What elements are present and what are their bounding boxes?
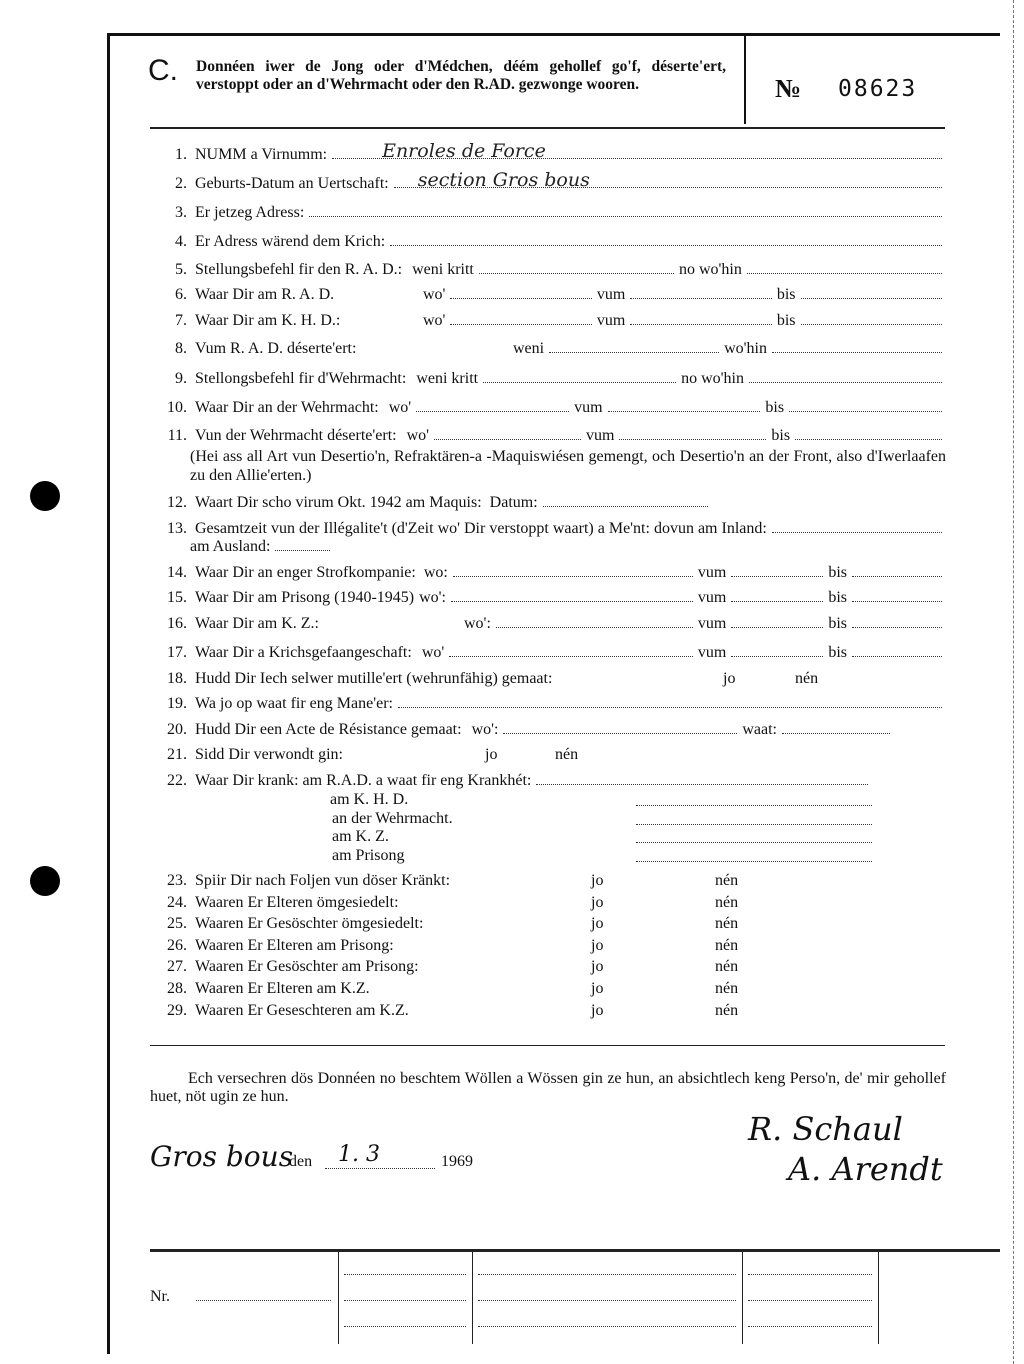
row-number: 3.: [175, 204, 187, 221]
option-nen[interactable]: nén: [715, 872, 739, 889]
option-nen[interactable]: nén: [715, 937, 739, 954]
signature-2: A. Arendt: [788, 1150, 943, 1188]
field-label: no wo'hin: [681, 370, 744, 387]
row-15: [155, 589, 947, 609]
option-nen[interactable]: nén: [795, 670, 819, 687]
row-label: Wa jo op waat fir eng Mane'er:: [195, 695, 393, 712]
row-10: [155, 399, 947, 419]
row-label: Er jetzeg Adress:: [195, 204, 305, 221]
option-jo[interactable]: jo: [591, 872, 604, 889]
field[interactable]: [731, 615, 823, 628]
date-field[interactable]: [543, 494, 708, 507]
field-label: wo': [423, 286, 446, 303]
row-13: [155, 520, 947, 540]
frame-top-border: [107, 33, 1000, 36]
field[interactable]: [608, 399, 761, 412]
field-label: vum: [596, 312, 626, 329]
row-number: 15.: [167, 589, 187, 606]
option-jo[interactable]: jo: [723, 670, 736, 687]
row-number: 6.: [175, 286, 187, 303]
field[interactable]: [795, 427, 942, 440]
table-cell-field[interactable]: [478, 1300, 736, 1301]
field-label: wo':: [464, 615, 491, 632]
row-number: 9.: [175, 370, 187, 387]
number-sign: №: [775, 74, 802, 103]
row-number: 21.: [167, 746, 187, 763]
row-number: 18.: [167, 670, 187, 687]
field[interactable]: [549, 340, 719, 353]
row-11: [155, 427, 947, 447]
place-handwritten: Gros bous: [150, 1140, 294, 1173]
sub-label: am K. Z.: [332, 828, 389, 845]
option-jo[interactable]: jo: [591, 1002, 604, 1019]
table-cell-field[interactable]: [344, 1274, 466, 1275]
row-number: 4.: [175, 233, 187, 250]
row-12: [155, 494, 947, 514]
row-24: [155, 894, 947, 914]
row-label: Waaren Er Elteren ömgesiedelt:: [195, 894, 399, 911]
field[interactable]: [731, 564, 823, 577]
table-divider: [878, 1252, 879, 1344]
abroad-field[interactable]: [275, 538, 330, 551]
birth-field[interactable]: [394, 169, 942, 191]
sub-label: am K. H. D.: [330, 791, 409, 808]
field[interactable]: [619, 427, 766, 440]
row-label: Waaren Er Geseschteren am K.Z.: [195, 1002, 409, 1019]
table-divider: [742, 1252, 743, 1344]
field-label: bis: [828, 589, 847, 606]
option-jo[interactable]: jo: [591, 894, 604, 911]
row-14: [155, 564, 947, 584]
field-label: bis: [776, 312, 796, 329]
row-11-note: (Hei ass all Art vun Desertio'n, Refraktären-a -Maquiswiésen gemengt, och Desertio'n an der Front, also d'Iwerlaafen zu den Allie'erten.): [190, 448, 946, 484]
row-label: Waaren Er Gesöschter ömgesiedelt:: [195, 915, 424, 932]
row-label: Waar Dir am K. Z.:: [195, 615, 319, 632]
option-jo[interactable]: jo: [591, 980, 604, 997]
field-label: bis: [828, 564, 847, 581]
row-label: Waar Dir am K. H. D.:: [195, 312, 341, 329]
row-4: [155, 233, 947, 253]
field-label: weni kritt: [412, 261, 474, 278]
option-nen[interactable]: nén: [715, 915, 739, 932]
table-top-rule: [150, 1249, 1000, 1252]
row-22: [155, 772, 873, 792]
nr-field[interactable]: [196, 1300, 331, 1301]
address-field[interactable]: [309, 204, 942, 217]
table-cell-field[interactable]: [748, 1300, 872, 1301]
row-27: [155, 958, 947, 978]
row-number: 16.: [167, 615, 187, 632]
frame-left-border: [107, 34, 110, 1354]
nr-label: Nr.: [150, 1288, 170, 1305]
field[interactable]: [789, 399, 942, 412]
field-label: am Ausland:: [190, 538, 271, 555]
field[interactable]: [496, 615, 693, 628]
form-title: Donnéen iwer de Jong oder d'Médchen, déém gehollef go'f, déserte'ert, verstoppt oder an d'Wehrmacht oder den R.AD. gezwonge wooren.: [196, 58, 726, 93]
field[interactable]: [852, 589, 942, 602]
field-label: wo':: [471, 721, 499, 738]
row-number: 10.: [167, 399, 187, 416]
row-26: [155, 937, 947, 957]
row-number: 2.: [175, 175, 187, 192]
row-number: 23.: [167, 872, 187, 889]
row-label: Stellongsbefehl fir d'Wehrmacht:: [195, 370, 407, 387]
row-label: Vum R. A. D. déserte'ert:: [195, 340, 357, 357]
row-label: Er Adress wärend dem Krich:: [195, 233, 386, 250]
row-17: [155, 644, 947, 664]
field[interactable]: [450, 286, 591, 299]
field[interactable]: [503, 721, 737, 734]
row-number: 29.: [167, 1002, 187, 1019]
row-28: [155, 980, 947, 1000]
table-divider: [472, 1252, 473, 1344]
table-cell-field[interactable]: [344, 1326, 466, 1327]
row-21: [155, 746, 947, 766]
den-label: den: [289, 1153, 313, 1170]
field[interactable]: [772, 340, 942, 353]
row-1: [155, 140, 947, 166]
row-18: [155, 670, 947, 690]
header-divider: [744, 36, 746, 124]
row-label: Waar Dir krank: am R.A.D. a waat fir eng Krankhét:: [195, 772, 532, 789]
row-29: [155, 1002, 947, 1022]
row-label: Waar Dir an der Wehrmacht:: [195, 399, 379, 416]
row-label: Waaren Er Gesöschter am Prisong:: [195, 958, 419, 975]
row-23: [155, 872, 947, 892]
row-number: 12.: [167, 494, 187, 511]
row-number: 25.: [167, 915, 187, 932]
field-label: wo': [423, 312, 446, 329]
row-label: Waar Dir am R. A. D.: [195, 286, 335, 303]
field[interactable]: [801, 286, 942, 299]
field[interactable]: [852, 564, 942, 577]
row-number: 11.: [167, 427, 187, 444]
field[interactable]: [416, 399, 569, 412]
form-number: 08623: [838, 76, 918, 102]
table-cell-field[interactable]: [478, 1274, 736, 1275]
row-number: 14.: [167, 564, 187, 581]
option-jo[interactable]: jo: [591, 937, 604, 954]
option-nen[interactable]: nén: [555, 746, 579, 763]
name-value: Enroles de Force: [382, 140, 546, 162]
row-number: 19.: [167, 695, 187, 712]
field[interactable]: [450, 312, 591, 325]
field[interactable]: [398, 695, 942, 708]
date-handwritten: 1. 3: [338, 1142, 380, 1167]
option-nen[interactable]: nén: [715, 958, 739, 975]
field[interactable]: [636, 805, 872, 806]
field[interactable]: [636, 824, 872, 825]
field[interactable]: [782, 721, 890, 734]
row-number: 27.: [167, 958, 187, 975]
field-label: vum: [697, 589, 727, 606]
field-label: vum: [697, 644, 727, 661]
row-label: Waar Dir am Prisong (1940-1945): [195, 589, 415, 606]
field-label: vum: [585, 427, 615, 444]
field-label: vum: [697, 564, 727, 581]
row-20: [155, 721, 895, 741]
row-2: [155, 169, 947, 195]
row-label: Waar Dir an enger Strofkompanie:: [195, 564, 416, 581]
date-field[interactable]: [325, 1168, 435, 1169]
field[interactable]: [731, 644, 823, 657]
section-letter: C.: [148, 54, 178, 87]
row-6: [155, 286, 947, 306]
field-label: no wo'hin: [678, 261, 742, 278]
row-label: Hudd Dir Iech selwer mutille'ert (wehrunfähig) gemaat:: [195, 670, 553, 687]
field-label: weni kritt: [416, 370, 479, 387]
field-label: wo':: [419, 589, 446, 606]
field[interactable]: [449, 644, 693, 657]
row-label: Sidd Dir verwondt gin:: [195, 746, 343, 763]
row-label: Stellungsbefehl fir den R. A. D.:: [195, 261, 403, 278]
row-number: 28.: [167, 980, 187, 997]
table-cell-field[interactable]: [478, 1326, 736, 1327]
page-edge: [1013, 0, 1015, 1364]
punch-hole: [30, 481, 60, 511]
declaration-text: Ech versechren dös Donnéen no beschtem Wöllen a Wössen gin ze hun, an absichtlech keng Perso'n, de' mir gehollef huet, nöt ugin ze hun.: [150, 1070, 946, 1105]
field-label: bis: [776, 286, 796, 303]
sub-label: am Prisong: [332, 847, 405, 864]
row-label: Waaren Er Elteren am Prisong:: [195, 937, 394, 954]
inland-field[interactable]: [772, 520, 942, 533]
row-number: 13.: [167, 520, 187, 537]
table-cell-field[interactable]: [344, 1300, 466, 1301]
row-label: Spiir Dir nach Foljen vun döser Kränkt:: [195, 872, 451, 889]
war-address-field[interactable]: [390, 233, 942, 246]
field[interactable]: [479, 261, 674, 274]
row-number: 26.: [167, 937, 187, 954]
field[interactable]: [852, 615, 942, 628]
row-13-cont: [190, 538, 335, 558]
field-label: waat:: [742, 721, 777, 738]
row-label: NUMM a Virnumm:: [195, 146, 328, 163]
option-jo[interactable]: jo: [485, 746, 498, 763]
row-label: Hudd Dir een Acte de Résistance gemaat:: [195, 721, 462, 738]
field-label: wo': [388, 399, 412, 416]
field-label: bis: [771, 427, 791, 444]
sub-label: an der Wehrmacht.: [332, 810, 453, 827]
row-number: 24.: [167, 894, 187, 911]
punch-hole: [30, 866, 60, 896]
option-nen[interactable]: nén: [715, 894, 739, 911]
row-3: [155, 204, 947, 224]
row-number: 7.: [175, 312, 187, 329]
field-label: vum: [596, 286, 626, 303]
field-label: bis: [828, 615, 847, 632]
option-nen[interactable]: nén: [715, 1002, 739, 1019]
row-19: [155, 695, 947, 715]
field-label: Datum:: [489, 494, 538, 511]
row-number: 22.: [167, 772, 187, 789]
row-7: [155, 312, 947, 332]
row-8: [155, 340, 947, 360]
birth-value: section Gros bous: [417, 169, 590, 191]
field[interactable]: [483, 370, 676, 383]
table-divider: [338, 1252, 339, 1344]
row-5: [155, 261, 947, 281]
field[interactable]: [536, 772, 868, 785]
section-rule: [150, 1045, 945, 1046]
field[interactable]: [801, 312, 942, 325]
field-label: wo'hin: [724, 340, 767, 357]
field[interactable]: [434, 427, 581, 440]
field[interactable]: [749, 370, 942, 383]
row-label: Waar Dir a Krichsgefaangeschaft:: [195, 644, 412, 661]
field[interactable]: [852, 644, 942, 657]
field-label: vum: [697, 615, 727, 632]
field-label: vum: [574, 399, 603, 416]
row-label: Waaren Er Elteren am K.Z.: [195, 980, 370, 997]
row-number: 17.: [167, 644, 187, 661]
option-nen[interactable]: nén: [715, 980, 739, 997]
table-cell-field[interactable]: [748, 1326, 872, 1327]
field[interactable]: [747, 261, 942, 274]
row-label: Waart Dir scho virum Okt. 1942 am Maquis:: [195, 494, 482, 511]
field[interactable]: [636, 861, 872, 862]
field[interactable]: [636, 842, 872, 843]
row-number: 8.: [175, 340, 187, 357]
field-label: bis: [765, 399, 785, 416]
row-label: Geburts-Datum an Uertschaft:: [195, 175, 389, 192]
name-field[interactable]: [332, 140, 942, 162]
signature-1: R. Schaul: [748, 1110, 903, 1148]
option-jo[interactable]: jo: [591, 958, 604, 975]
field-label: bis: [828, 644, 847, 661]
row-label: Vun der Wehrmacht déserte'ert:: [195, 427, 397, 444]
option-jo[interactable]: jo: [591, 915, 604, 932]
row-number: 20.: [167, 721, 187, 738]
field-label: wo:: [423, 564, 448, 581]
year: 1969: [441, 1153, 473, 1170]
row-25: [155, 915, 947, 935]
row-number: 1.: [175, 146, 187, 163]
field[interactable]: [731, 589, 823, 602]
field-label: wo': [406, 427, 430, 444]
header-rule: [150, 127, 945, 129]
field[interactable]: [451, 589, 693, 602]
row-label: Gesamtzeit vun der Illégalite't (d'Zeit wo' Dir verstoppt waart) a Me'nt: dovun am Inland:: [195, 520, 767, 537]
row-9: [155, 370, 947, 390]
field[interactable]: [630, 286, 771, 299]
field[interactable]: [630, 312, 771, 325]
row-number: 5.: [175, 261, 187, 278]
table-cell-field[interactable]: [748, 1274, 872, 1275]
row-16: [155, 615, 947, 635]
field[interactable]: [453, 564, 693, 577]
field-label: weni: [513, 340, 545, 357]
field-label: wo': [421, 644, 445, 661]
